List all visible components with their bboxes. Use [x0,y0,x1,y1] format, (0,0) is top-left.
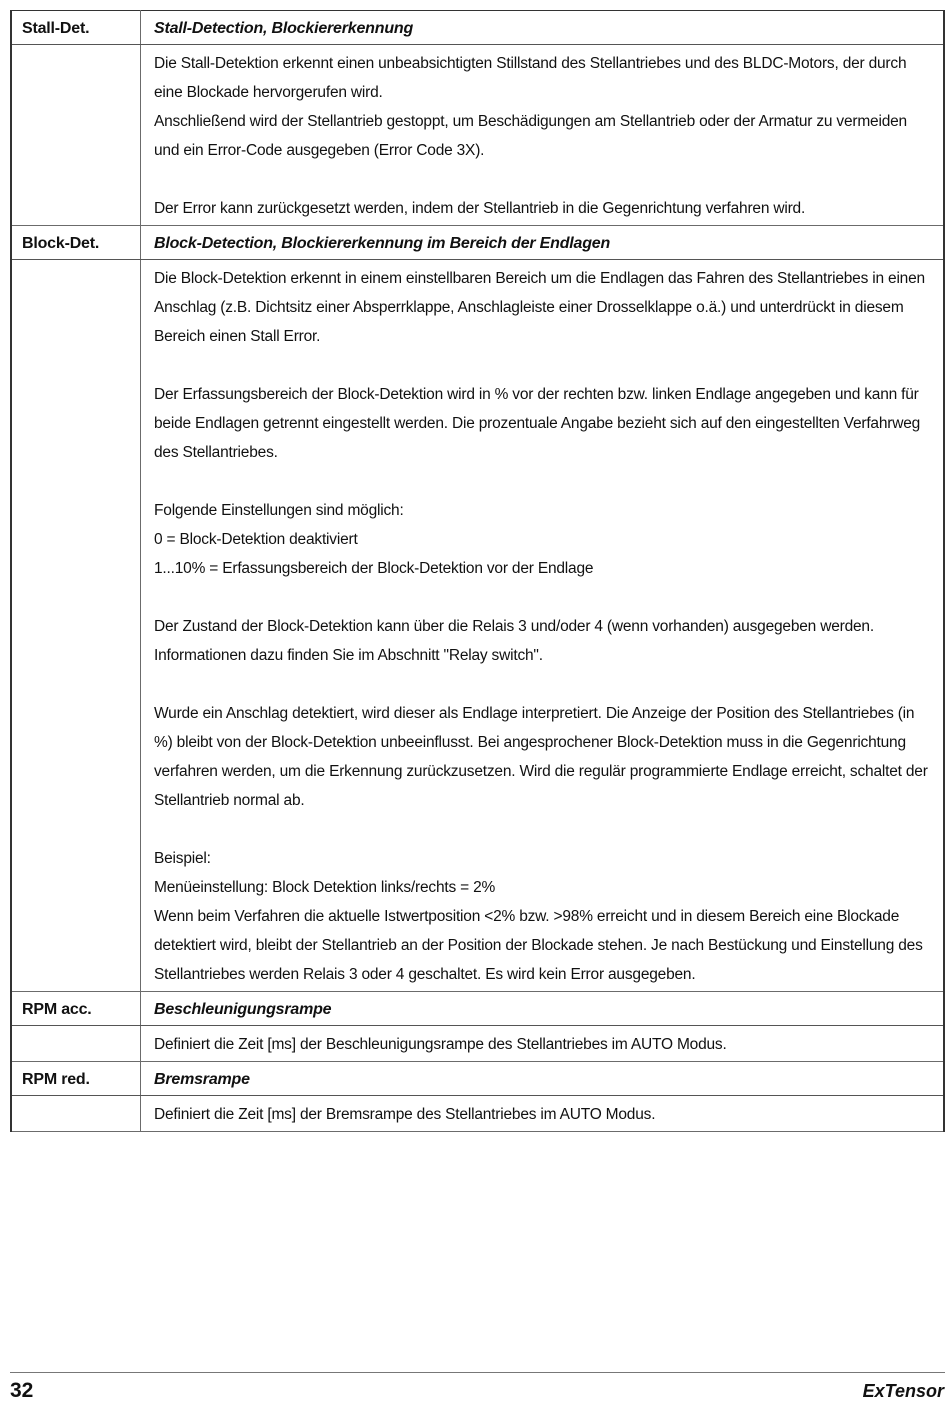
parameter-description [141,1026,945,1062]
empty-label-cell [11,45,141,226]
paragraph-gap [154,165,933,194]
parameter-table-body [11,11,944,1132]
description-text: Folgende Einstellungen sind möglich: [154,502,404,519]
description-text: Informationen dazu finden Sie im Abschnitt "Relay switch". [154,647,543,664]
footer-divider [10,1372,945,1373]
description-text: Die Block-Detektion erkennt in einem einstellbaren Bereich um die Endlagen das Fahren des Stellantriebes in einen Anschlag (z.B. Dichtsitz einer Absperrklappe, Anschlagleiste einer Drosselklappe o.ä.) und unterdrückt in diesem Bereich einen Stall Error. [154,270,925,345]
empty-label-cell [11,1026,141,1062]
description-text: Definiert die Zeit [ms] der Bremsrampe des Stellantriebes im AUTO Modus. [154,1106,656,1123]
brand-name: ExTensor [862,1381,944,1401]
section-body-stall-det [11,45,944,226]
description-text: 1...10% = Erfassungsbereich der Block-Detektion vor der Endlage [154,560,594,577]
paragraph-gap [154,670,933,699]
empty-label-cell [11,1096,141,1132]
section-header-stall-det [11,11,944,45]
paragraph-gap [154,583,933,612]
section-header-block-det [11,226,944,260]
description-text: Anschließend wird der Stellantrieb gestoppt, um Beschädigungen am Stellantrieb oder der Armatur zu vermeiden und ein Error-Code ausgegeben (Error Code 3X). [154,113,907,159]
description-text: Wurde ein Anschlag detektiert, wird dieser als Endlage interpretiert. Die Anzeige der Position des Stellantriebes (in %) bleibt von der Block-Detektion unbeeinflusst. Bei angesprochener Block-Detektion muss in die Gegenrichtung verfahren werden, um die Erkennung zurückzusetzen. Wird die regulär programmierte Endlage erreicht, schaltet der Stellantrieb normal ab. [154,705,928,809]
parameter-label: Block-Det. [11,226,141,260]
description-text: Beispiel: [154,850,211,867]
parameter-title: Block-Detection, Blockiererkennung im Bereich der Endlagen [141,226,945,260]
description-text: Wenn beim Verfahren die aktuelle Istwertposition <2% bzw. >98% erreicht und in diesem Bereich eine Blockade detektiert wird, bleibt der Stellantrieb an der Position der Blockade stehen. Je nach Bestückung und Einstellung des Stellantriebes werden Relais 3 oder 4 geschaltet. Es wird kein Error ausgegeben. [154,908,923,983]
paragraph-gap [154,815,933,844]
section-body-rpm-acc [11,1026,944,1062]
description-text: Definiert die Zeit [ms] der Beschleunigungsrampe des Stellantriebes im AUTO Modus. [154,1036,727,1053]
parameter-table [10,10,945,1132]
empty-label-cell [11,260,141,992]
parameter-label: RPM acc. [11,992,141,1026]
description-text: 0 = Block-Detektion deaktiviert [154,531,358,548]
description-text: Der Erfassungsbereich der Block-Detektion wird in % vor der rechten bzw. linken Endlage angegeben und kann für beide Endlagen getrennt eingestellt werden. Die prozentuale Angabe bezieht sich auf den eingestellten Verfahrweg des Stellantriebes. [154,386,921,461]
section-body-block-det [11,260,944,992]
parameter-description [141,45,945,226]
section-header-rpm-red [11,1062,944,1096]
parameter-description [141,260,945,992]
description-text: Die Stall-Detektion erkennt einen unbeabsichtigten Stillstand des Stellantriebes und des BLDC-Motors, der durch eine Blockade hervorgerufen wird. [154,55,907,101]
parameter-description [141,1096,945,1132]
paragraph-gap [154,467,933,496]
paragraph-gap [154,351,933,380]
section-header-rpm-acc [11,992,944,1026]
parameter-label: Stall-Det. [11,11,141,45]
section-body-rpm-red [11,1096,944,1132]
parameter-title: Stall-Detection, Blockiererkennung [141,11,945,45]
parameter-title: Beschleunigungsrampe [141,992,945,1026]
parameter-title: Bremsrampe [141,1062,945,1096]
parameter-label: RPM red. [11,1062,141,1096]
description-text: Der Zustand der Block-Detektion kann über die Relais 3 und/oder 4 (wenn vorhanden) ausgegeben werden. [154,618,874,635]
description-text: Menüeinstellung: Block Detektion links/rechts = 2% [154,879,496,896]
page-number: 32 [10,1379,34,1402]
description-text: Der Error kann zurückgesetzt werden, indem der Stellantrieb in die Gegenrichtung verfahren wird. [154,200,806,217]
